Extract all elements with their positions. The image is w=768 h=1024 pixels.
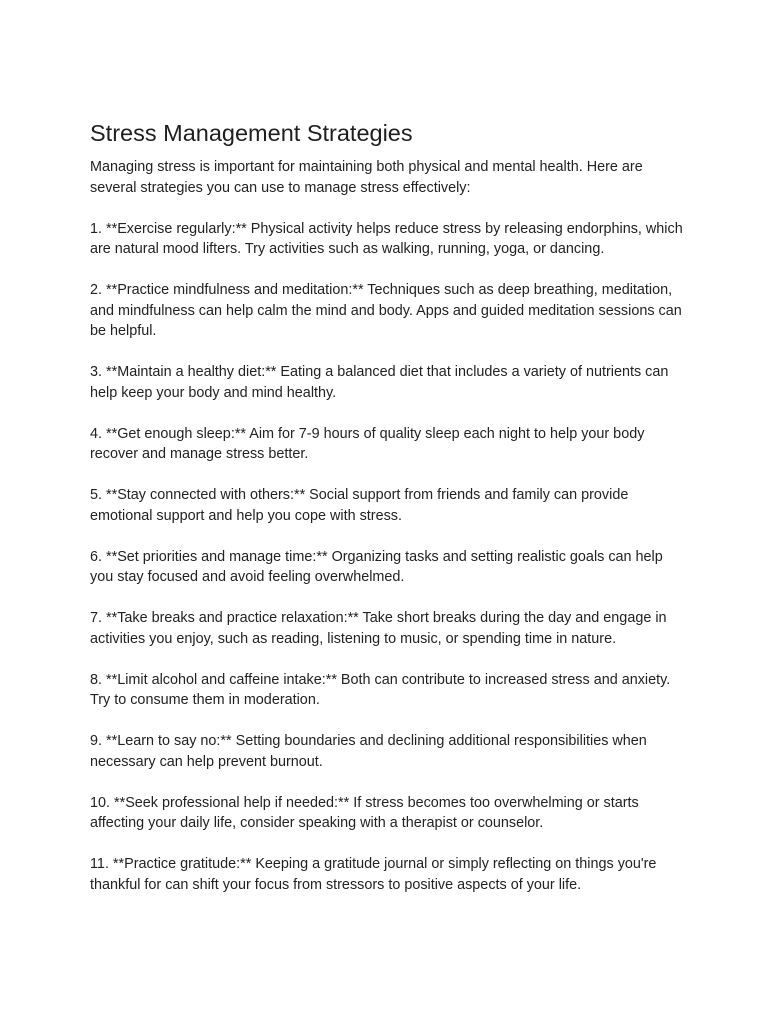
document-page xyxy=(90,118,685,916)
strategy-item-5: 5. **Stay connected with others:** Social support from friends and family can provide emotional support and help you cope with stress. xyxy=(90,487,629,524)
strategy-item-7: 7. **Take breaks and practice relaxation:** Take short breaks during the day and engage in activities you enjoy, such as reading, listening to music, or spending time in nature. xyxy=(90,610,667,647)
strategy-item-2: 2. **Practice mindfulness and meditation:** Techniques such as deep breathing, meditation, and mindfulness can help calm the mind and body. Apps and guided meditation sessions can be helpful. xyxy=(90,282,682,339)
strategy-item-4: 4. **Get enough sleep:** Aim for 7-9 hours of quality sleep each night to help your body recover and manage stress better. xyxy=(90,425,645,462)
strategy-item-1: 1. **Exercise regularly:** Physical activity helps reduce stress by releasing endorphins, which are natural mood lifters. Try activities such as walking, running, yoga, or dancing. xyxy=(90,220,683,257)
strategy-item-6: 6. **Set priorities and manage time:** Organizing tasks and setting realistic goals can help you stay focused and avoid feeling overwhelmed. xyxy=(90,548,663,585)
strategy-item-10: 10. **Seek professional help if needed:** If stress becomes too overwhelming or starts affecting your daily life, consider speaking with a therapist or counselor. xyxy=(90,794,639,831)
document-title: Stress Management Strategies xyxy=(90,120,413,146)
intro-paragraph: Managing stress is important for maintaining both physical and mental health. Here are several strategies you can use to manage stress effectively: xyxy=(90,159,643,196)
strategy-item-9: 9. **Learn to say no:** Setting boundaries and declining additional responsibilities when necessary can help prevent burnout. xyxy=(90,733,647,770)
strategy-item-3: 3. **Maintain a healthy diet:** Eating a balanced diet that includes a variety of nutrients can help keep your body and mind healthy. xyxy=(90,364,669,401)
strategy-item-8: 8. **Limit alcohol and caffeine intake:** Both can contribute to increased stress and anxiety. Try to consume them in moderation. xyxy=(90,671,671,708)
strategy-item-11: 11. **Practice gratitude:** Keeping a gratitude journal or simply reflecting on things you're thankful for can shift your focus from stressors to positive aspects of your life. xyxy=(90,856,657,893)
